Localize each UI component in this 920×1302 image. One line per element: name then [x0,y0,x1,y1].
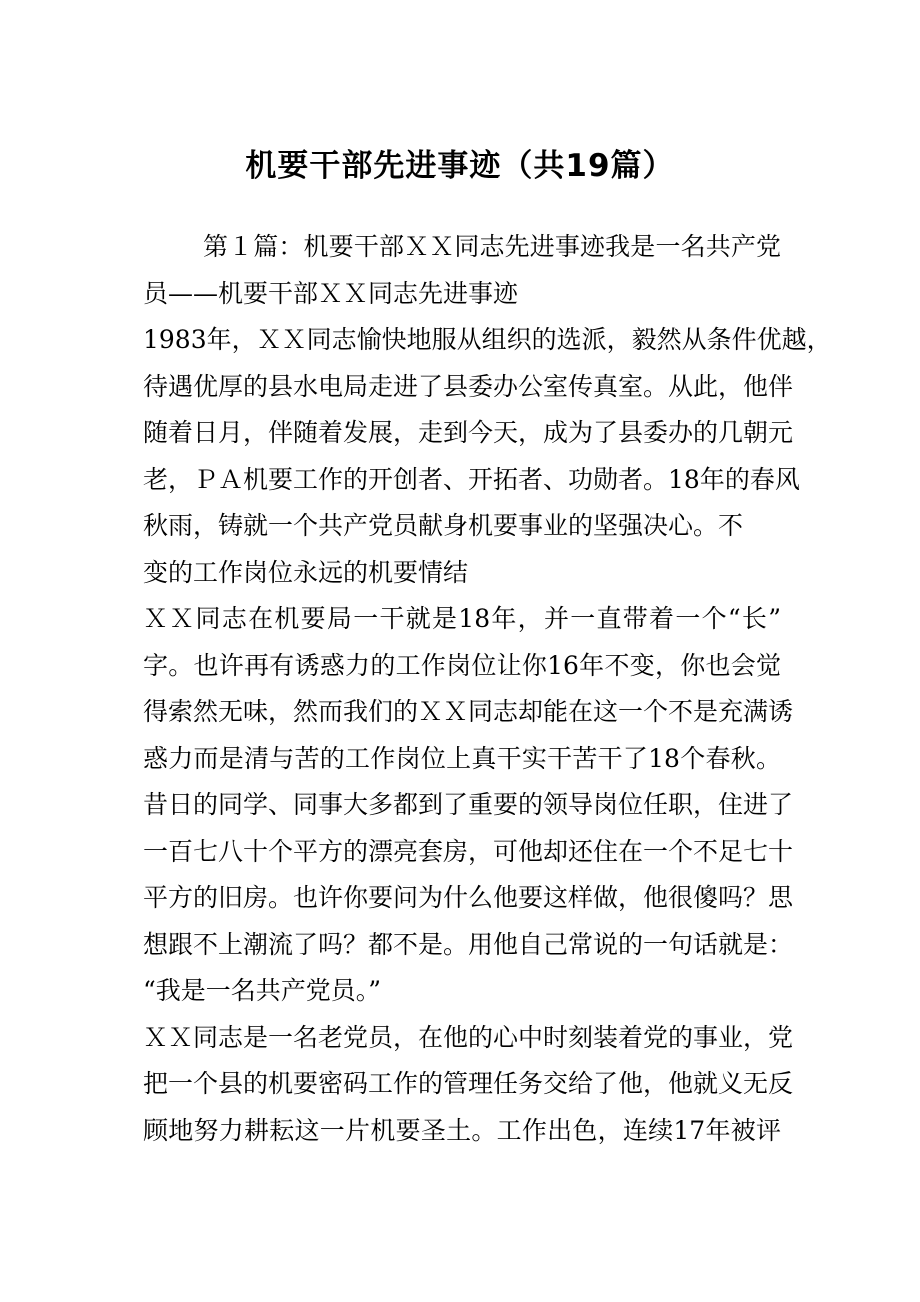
paragraph-line: 想跟不上潮流了吗？都不是。用他自己常说的一句话就是： [143,929,794,959]
paragraph-line: 字。也许再有诱惑力的工作岗位让你16年不变，你也会觉 [143,650,781,680]
paragraph-line: 员——机要干部ＸＸ同志先进事迹 [143,278,519,308]
paragraph-line: 得索然无味，然而我们的ＸＸ同志却能在这一个不是充满诱 [143,697,794,726]
paragraph-line: 变的工作岗位永远的机要情结 [143,557,469,587]
paragraph-line: 一百七八十个平方的漂亮套房，可他却还住在一个不足七十 [143,836,794,866]
document-body [143,224,832,1154]
paragraph-line: 待遇优厚的县水电局走进了县委办公室传真室。从此，他伴 [143,371,794,401]
paragraph-line: 平方的旧房。也许你要问为什么他要这样做，他很傻吗？思 [143,883,794,912]
paragraph-line: ＸＸ同志在机要局一干就是18年，并一直带着一个“长” [143,604,781,633]
paragraph-line: 随着日月，伴随着发展，走到今天，成为了县委办的几朝元 [143,418,794,447]
paragraph-line: 昔日的同学、同事大多都到了重要的领导岗位任职，住进了 [143,790,794,819]
document-title: 机要干部先进事迹（共19篇） [245,148,675,184]
paragraph-line: “我是一名共产党员。” [143,976,382,1005]
paragraph-line: 惑力而是清与苦的工作岗位上真干实干苦干了18个春秋。 [143,743,781,773]
paragraph-line: 第１篇：机要干部ＸＸ同志先进事迹我是一名共产党 [203,232,781,261]
paragraph-line: 1983年，ＸＸ同志愉快地服从组织的选派，毅然从条件优越， [143,325,832,354]
paragraph-line: 顾地努力耕耘这一片机要圣土。工作出色，连续17年被评 [143,1115,781,1145]
paragraph-line: 秋雨，铸就一个共产党员献身机要事业的坚强决心。不 [143,511,744,540]
paragraph-line: 把一个县的机要密码工作的管理任务交给了他，他就义无反 [143,1069,794,1098]
paragraph-line: 老，ＰＡ机要工作的开创者、开拓者、功勋者。18年的春风 [143,464,800,494]
paragraph-line: ＸＸ同志是一名老党员，在他的心中时刻装着党的事业，党 [143,1022,794,1052]
